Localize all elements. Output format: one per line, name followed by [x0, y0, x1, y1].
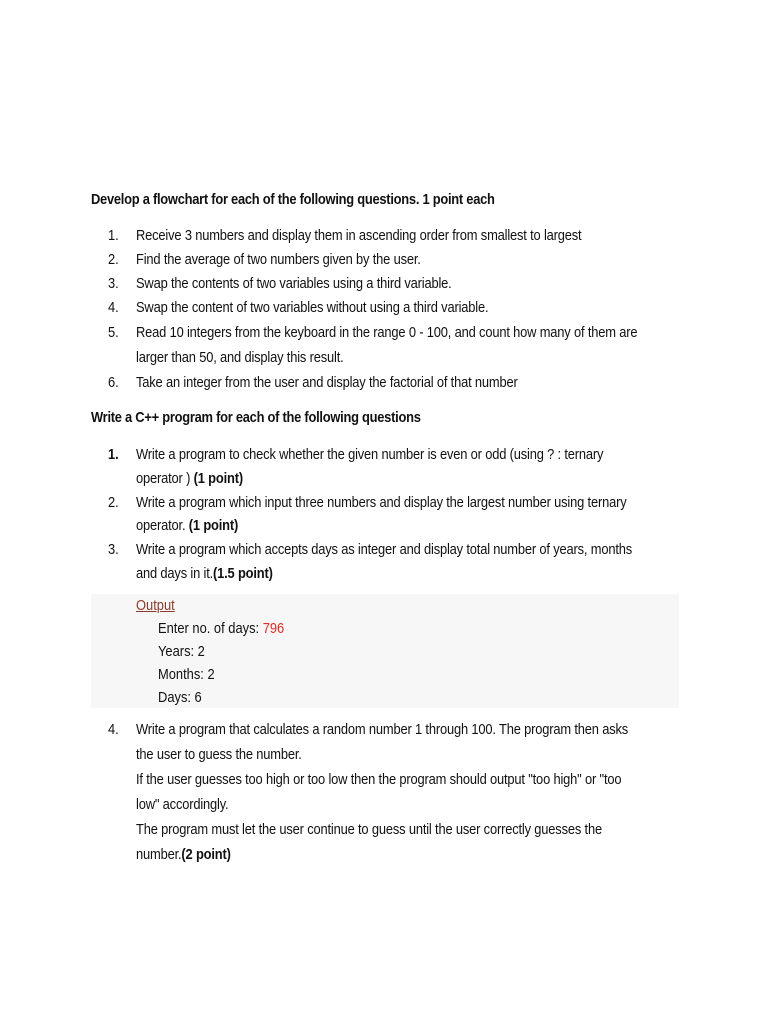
- list-item-text: Find the average of two numbers given by the user.: [136, 251, 421, 268]
- output-months: Months: 2: [158, 666, 215, 683]
- question-number: 2.: [108, 494, 119, 511]
- list-item-number: 6.: [108, 374, 119, 391]
- output-days: Days: 6: [158, 689, 202, 706]
- question-text-continued: The program must let the user continue to guess until the user correctly guesses the: [136, 821, 602, 838]
- list-item-number: 3.: [108, 275, 119, 292]
- question-text-continued: If the user guesses too high or too low then the program should output "too high" or "too: [136, 771, 622, 788]
- flowchart-heading: Develop a flowchart for each of the following questions. 1 point each: [91, 191, 495, 208]
- output-input-value: 796: [262, 620, 285, 637]
- question-text: Write a program that calculates a random number 1 through 100. The program then asks: [136, 721, 629, 738]
- list-item-text: Read 10 integers from the keyboard in the range 0 - 100, and count how many of them are: [136, 324, 638, 341]
- output-label: Output: [136, 597, 175, 614]
- list-item-text: Take an integer from the user and display the factorial of that number: [136, 374, 518, 391]
- cpp-program-heading: Write a C++ program for each of the following questions: [91, 409, 421, 426]
- question-text-continued: [136, 565, 273, 582]
- output-prompt: Enter no. of days:: [158, 620, 263, 637]
- list-item-number: 1.: [108, 227, 119, 244]
- list-item-text: Receive 3 numbers and display them in ascending order from smallest to largest: [136, 227, 582, 244]
- list-item-text: Swap the content of two variables without using a third variable.: [136, 299, 489, 316]
- list-item-text-continued: larger than 50, and display this result.: [136, 349, 344, 366]
- points-label: (1.5 point): [213, 565, 273, 582]
- question-text-end: number.: [136, 846, 182, 863]
- question-text-end: and days in it.: [136, 565, 214, 582]
- list-item-number: 4.: [108, 299, 119, 316]
- question-text: Write a program which input three numbers and display the largest number using ternary: [136, 494, 627, 511]
- question-text-end: operator ): [136, 470, 194, 487]
- output-prompt-line: [158, 620, 284, 637]
- points-label: (2 point): [181, 846, 231, 863]
- question-number: 4.: [108, 721, 119, 738]
- question-text-continued: low" accordingly.: [136, 796, 229, 813]
- question-text: Write a program to check whether the given number is even or odd (using ? : ternary: [136, 446, 604, 463]
- list-item-number: 5.: [108, 324, 119, 341]
- question-text: Write a program which accepts days as integer and display total number of years, months: [136, 541, 633, 558]
- question-text-continued: [136, 846, 231, 863]
- list-item-number: 2.: [108, 251, 119, 268]
- question-text-continued: the user to guess the number.: [136, 746, 302, 763]
- question-text-continued: [136, 470, 243, 487]
- output-years: Years: 2: [158, 643, 205, 660]
- question-text-continued: [136, 517, 238, 534]
- question-number: 1.: [108, 446, 119, 463]
- points-label: (1 point): [193, 470, 243, 487]
- list-item-text: Swap the contents of two variables using a third variable.: [136, 275, 452, 292]
- points-label: (1 point): [188, 517, 239, 534]
- question-number: 3.: [108, 541, 119, 558]
- question-text-end: operator.: [136, 517, 189, 534]
